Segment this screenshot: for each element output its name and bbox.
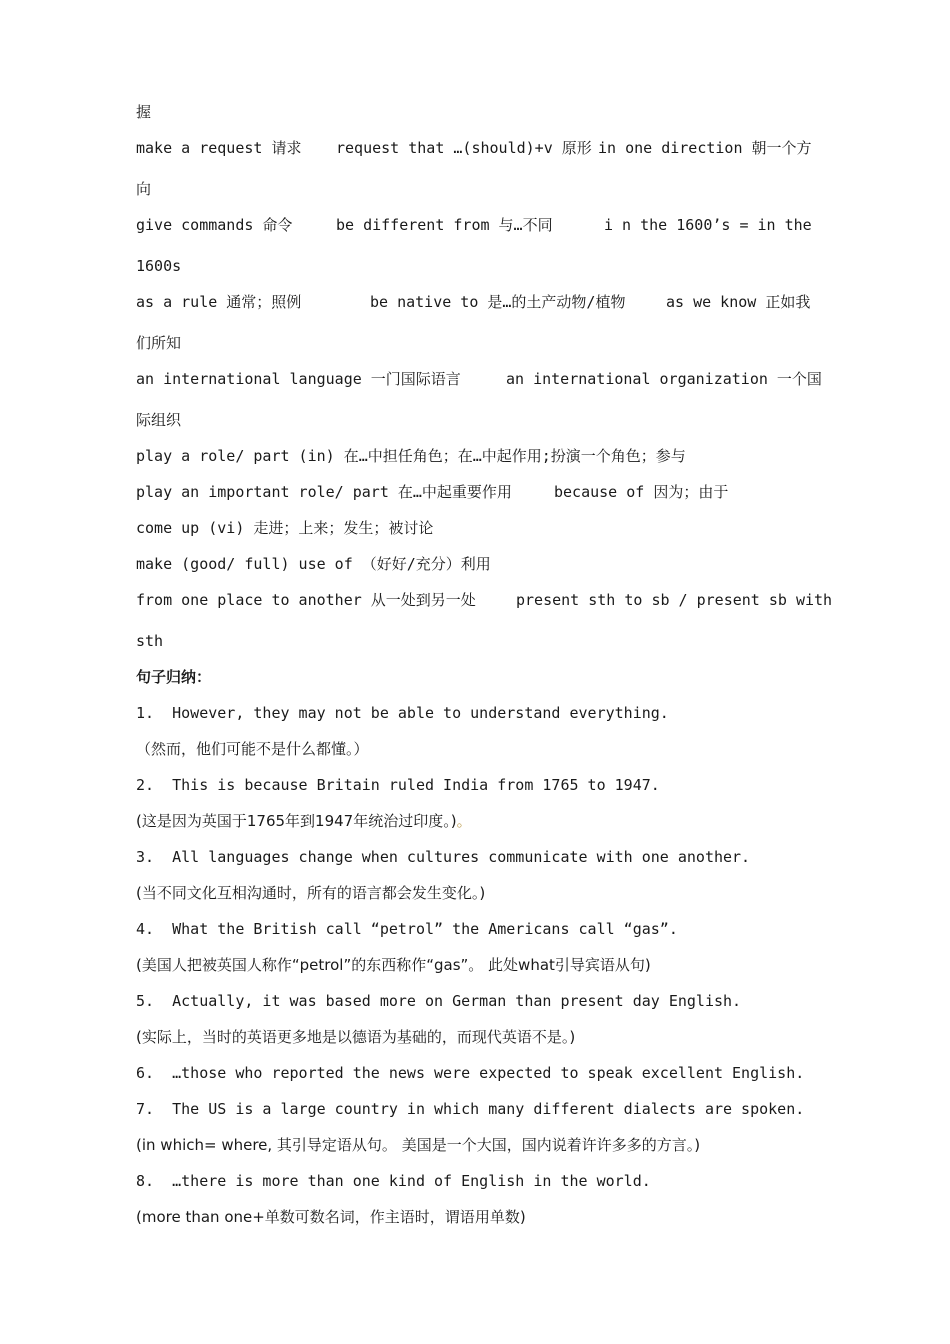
translation-text: (美国人把被英国人称作“petrol”的东西称作“gas”。 此处what引导宾语从句) xyxy=(136,956,651,974)
text-fragment: 际组织 xyxy=(136,411,182,429)
phrase: present sth to sb / present sb with xyxy=(516,591,833,609)
phrase-line xyxy=(136,514,816,550)
sentence xyxy=(136,771,816,807)
text-fragment: 向 xyxy=(136,180,152,198)
sentence-text: 4. What the British call “petrol” the Americans call “gas”. xyxy=(136,920,678,938)
translation xyxy=(136,1023,816,1059)
phrase-line xyxy=(136,442,816,478)
phrase: request that …(should)+v 原形 xyxy=(336,139,592,157)
phrase: an international language 一门国际语言 xyxy=(136,370,461,388)
phrase: because of 因为；由于 xyxy=(554,483,729,501)
translation-text: (当不同文化互相沟通时，所有的语言都会发生变化。) xyxy=(136,884,486,902)
sentence-text: 1. However, they may not be able to understand everything. xyxy=(136,704,669,722)
sentence-text: 5. Actually, it was based more on German than present day English. xyxy=(136,992,742,1010)
sentence-text: 8. …there is more than one kind of English in the world. xyxy=(136,1172,651,1190)
text-fragment: sth xyxy=(136,632,164,650)
sentence xyxy=(136,843,816,879)
document-page xyxy=(136,98,833,1239)
translation xyxy=(136,735,816,771)
text-line xyxy=(136,627,816,663)
sentence-text: 2. This is because Britain ruled India from 1765 to 1947. xyxy=(136,776,660,794)
sentence xyxy=(136,987,816,1023)
section-heading-line xyxy=(136,663,816,699)
text-line xyxy=(136,252,816,288)
translation-body: (这是因为英国于1765年到1947年统治过印度。) xyxy=(136,812,457,830)
phrase: i n the 1600’s = in the xyxy=(604,216,812,234)
sentence xyxy=(136,699,816,735)
sentence xyxy=(136,1095,816,1131)
translation-text: (more than one+单数可数名词，作主语时，谓语用单数) xyxy=(136,1208,526,1226)
colored-period: 。 xyxy=(456,812,472,830)
phrase: make a request 请求 xyxy=(136,139,302,157)
translation xyxy=(136,1131,816,1167)
phrase: come up (vi) 走进；上来；发生；被讨论 xyxy=(136,519,434,537)
phrase: as a rule 通常；照例 xyxy=(136,293,302,311)
phrase: as we know 正如我 xyxy=(666,293,811,311)
text-fragment: 们所知 xyxy=(136,334,182,352)
phrase-line xyxy=(136,134,816,175)
phrase: an international organization 一个国 xyxy=(506,370,822,388)
phrase: give commands 命令 xyxy=(136,216,293,234)
text-line xyxy=(136,406,816,442)
phrase-line xyxy=(136,478,816,514)
sentence-text: 7. The US is a large country in which many different dialects are spoken. xyxy=(136,1100,805,1118)
phrase: be native to 是…的土产动物/植物 xyxy=(370,293,626,311)
phrase: from one place to another 从一处到另一处 xyxy=(136,591,476,609)
text-line xyxy=(136,329,816,365)
translation xyxy=(136,879,816,915)
sentence-text: 6. …those who reported the news were expected to speak excellent English. xyxy=(136,1064,805,1082)
phrase-line xyxy=(136,365,822,406)
phrase-line xyxy=(136,288,816,329)
phrase: play an important role/ part 在…中起重要作用 xyxy=(136,483,512,501)
translation xyxy=(136,951,816,987)
translation-text: (in which= where, 其引导定语从句。 美国是一个大国，国内说着许许多多的方言。) xyxy=(136,1136,701,1154)
phrase: in one direction 朝一个方 xyxy=(598,139,812,157)
phrase-line xyxy=(136,211,816,252)
section-heading: 句子归纳： xyxy=(136,668,212,686)
text-fragment: 握 xyxy=(136,103,152,121)
phrase-line xyxy=(136,586,833,627)
sentence-text: 3. All languages change when cultures communicate with one another. xyxy=(136,848,751,866)
translation xyxy=(136,807,816,843)
translation-text: （然而，他们可能不是什么都懂。） xyxy=(136,740,369,758)
translation-text xyxy=(136,807,472,835)
translation-text: (实际上，当时的英语更多地是以德语为基础的，而现代英语不是。) xyxy=(136,1028,576,1046)
text-line xyxy=(136,98,816,134)
sentence xyxy=(136,1167,816,1203)
phrase-line xyxy=(136,550,816,586)
text-line xyxy=(136,175,816,211)
phrase: be different from 与…不同 xyxy=(336,216,553,234)
translation xyxy=(136,1203,816,1239)
phrase: make (good/ full) use of （好好/充分）利用 xyxy=(136,555,491,573)
text-fragment: 1600s xyxy=(136,257,182,275)
phrase: play a role/ part (in) 在…中担任角色；在…中起作用;扮演一个角色；参与 xyxy=(136,447,686,465)
sentence xyxy=(136,915,816,951)
sentence xyxy=(136,1059,816,1095)
